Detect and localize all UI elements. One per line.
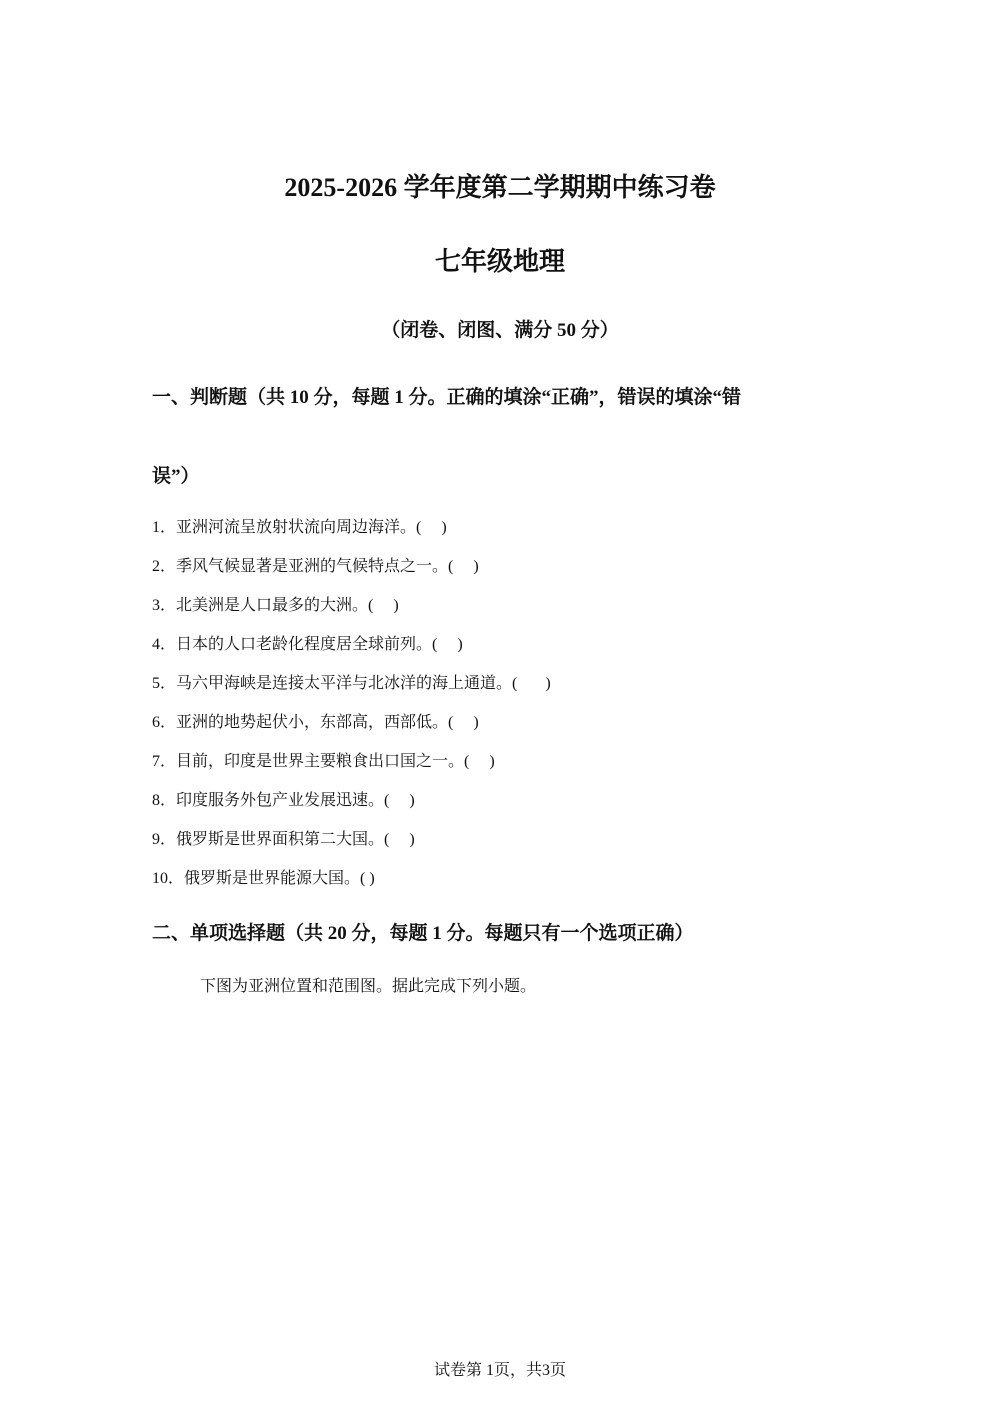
answer-blank: ( ) — [416, 519, 447, 536]
exam-subtitle: 七年级地理 — [434, 247, 565, 276]
page-footer: 试卷第 1页，共3页 — [433, 1362, 566, 1379]
section2-heading: 二、单项选择题（共 20 分，每题 1 分。每题只有一个选项正确） — [152, 923, 694, 944]
answer-blank: ( ) — [384, 792, 415, 809]
question-number: 6． — [152, 714, 177, 731]
section1-heading-line2: 误”） — [152, 466, 200, 487]
question-item — [152, 555, 551, 594]
question-number: 2． — [152, 558, 177, 575]
question-text: 印度服务外包产业发展迅速。 — [176, 790, 385, 809]
exam-note: （闭卷、闭图、满分 50 分） — [381, 320, 619, 341]
answer-blank: ( ) — [464, 753, 495, 770]
question-number: 1． — [152, 519, 177, 536]
question-text: 季风气候显著是亚洲的气候特点之一。 — [176, 556, 449, 575]
answer-blank: ( ) — [448, 714, 479, 731]
question-item — [152, 867, 551, 906]
question-item — [152, 828, 551, 867]
question-number: 9． — [152, 831, 177, 848]
question-text: 北美洲是人口最多的大洲。 — [176, 595, 369, 614]
answer-blank: ( ) — [512, 675, 551, 692]
question-item — [152, 633, 551, 672]
question-item — [152, 672, 551, 711]
question-text: 亚洲河流呈放射状流向周边海洋。 — [176, 517, 417, 536]
answer-blank: ( ) — [432, 636, 463, 653]
question-text: 俄罗斯是世界能源大国。 — [184, 868, 361, 887]
question-text: 亚洲的地势起伏小，东部高，西部低。 — [176, 712, 449, 731]
exam-title: 2025-2026 学年度第二学期期中练习卷 — [284, 173, 716, 202]
question-text: 马六甲海峡是连接太平洋与北冰洋的海上通道。 — [176, 673, 513, 692]
true-false-question-list — [152, 516, 551, 906]
answer-blank: ( ) — [360, 870, 375, 887]
question-number: 10． — [152, 870, 185, 887]
question-number: 3． — [152, 597, 177, 614]
question-number: 8． — [152, 792, 177, 809]
question-number: 5． — [152, 675, 177, 692]
question-text: 目前，印度是世界主要粮食出口国之一。 — [176, 751, 465, 770]
question-item — [152, 594, 551, 633]
question-number: 7． — [152, 753, 177, 770]
section1-heading-line1: 一、判断题（共 10 分，每题 1 分。正确的填涂“正确”，错误的填涂“错 — [152, 387, 742, 408]
question-item — [152, 516, 551, 555]
question-item — [152, 789, 551, 828]
section2-intro: 下图为亚洲位置和范围图。据此完成下列小题。 — [200, 976, 537, 995]
answer-blank: ( ) — [368, 597, 399, 614]
question-item — [152, 750, 551, 789]
question-item — [152, 711, 551, 750]
answer-blank: ( ) — [448, 558, 479, 575]
answer-blank: ( ) — [384, 831, 415, 848]
question-number: 4． — [152, 636, 177, 653]
question-text: 日本的人口老龄化程度居全球前列。 — [176, 634, 433, 653]
question-text: 俄罗斯是世界面积第二大国。 — [176, 829, 385, 848]
